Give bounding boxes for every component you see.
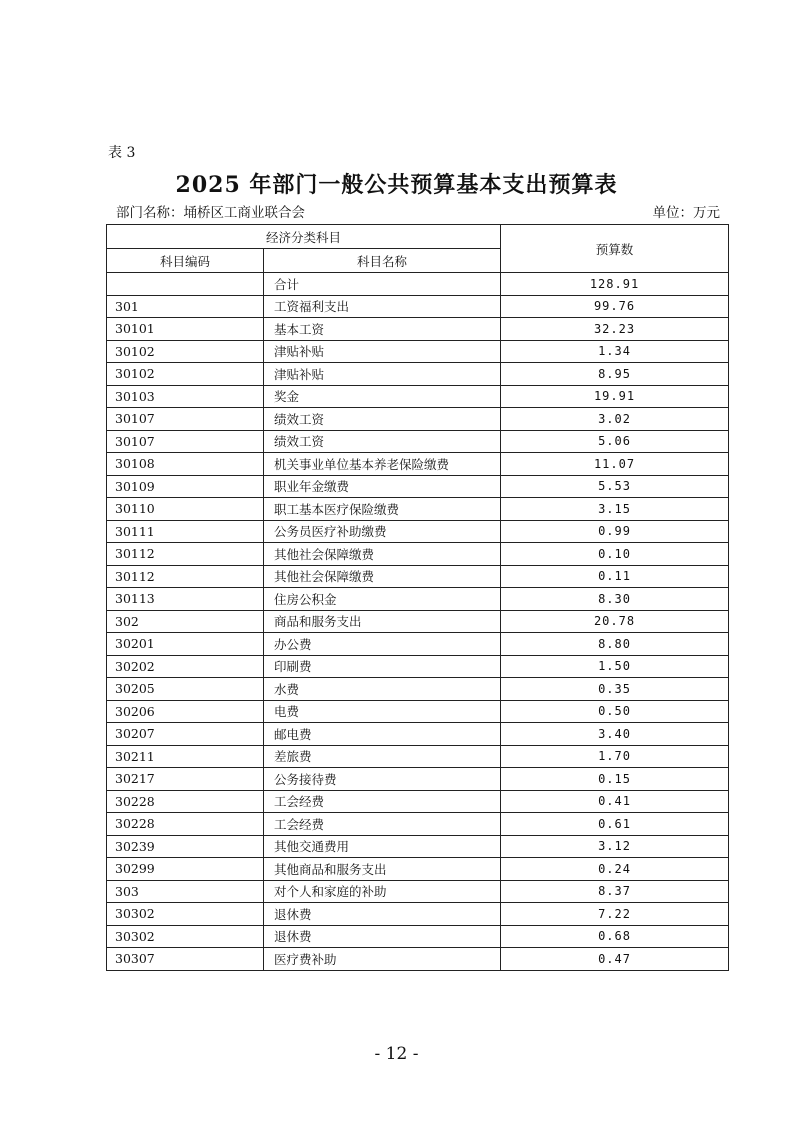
subject-name-cell: 印刷费 [264, 655, 501, 678]
subject-code-cell: 30109 [107, 475, 264, 498]
subject-code-cell: 30102 [107, 363, 264, 386]
subject-code-cell: 30239 [107, 835, 264, 858]
table-row [107, 543, 729, 566]
budget-amount-cell: 1.34 [501, 340, 729, 363]
table-row [107, 340, 729, 363]
subject-name-cell: 职业年金缴费 [264, 475, 501, 498]
table-row [107, 633, 729, 656]
subject-name-cell: 津贴补贴 [264, 363, 501, 386]
subject-name-cell: 其他交通费用 [264, 835, 501, 858]
subject-code-cell [107, 273, 264, 296]
table-row [107, 318, 729, 341]
subject-code-cell: 303 [107, 880, 264, 903]
table-row [107, 948, 729, 971]
budget-amount-cell: 0.24 [501, 858, 729, 881]
subject-code-cell: 30111 [107, 520, 264, 543]
table-row [107, 430, 729, 453]
budget-amount-cell: 3.40 [501, 723, 729, 746]
table-row [107, 655, 729, 678]
subject-name-cell: 工会经费 [264, 790, 501, 813]
budget-amount-cell: 0.15 [501, 768, 729, 791]
table-row [107, 453, 729, 476]
department-name: 部门名称：埇桥区工商业联合会 [116, 205, 305, 221]
table-row [107, 813, 729, 836]
subject-code-cell: 30112 [107, 565, 264, 588]
subject-name-cell: 绩效工资 [264, 430, 501, 453]
subject-name-cell: 公务接待费 [264, 768, 501, 791]
budget-amount-cell: 99.76 [501, 295, 729, 318]
budget-amount-cell: 7.22 [501, 903, 729, 926]
subject-name-cell: 津贴补贴 [264, 340, 501, 363]
budget-amount-cell: 5.06 [501, 430, 729, 453]
table-row [107, 678, 729, 701]
subject-name-cell: 退休费 [264, 925, 501, 948]
subject-code-cell: 30201 [107, 633, 264, 656]
unit-label: 单位：万元 [652, 205, 720, 221]
subject-name-cell: 奖金 [264, 385, 501, 408]
table-row [107, 790, 729, 813]
subject-code-cell: 30113 [107, 588, 264, 611]
subject-name-cell: 水费 [264, 678, 501, 701]
budget-amount-cell: 0.61 [501, 813, 729, 836]
budget-amount-cell: 0.35 [501, 678, 729, 701]
subject-code-cell: 30211 [107, 745, 264, 768]
budget-amount-cell: 20.78 [501, 610, 729, 633]
header-subject-name: 科目名称 [264, 249, 501, 273]
table-row [107, 408, 729, 431]
budget-amount-cell: 0.68 [501, 925, 729, 948]
subject-name-cell: 机关事业单位基本养老保险缴费 [264, 453, 501, 476]
budget-amount-cell: 8.37 [501, 880, 729, 903]
budget-amount-cell: 0.47 [501, 948, 729, 971]
table-row [107, 498, 729, 521]
subject-name-cell: 合计 [264, 273, 501, 296]
subject-name-cell: 住房公积金 [264, 588, 501, 611]
page-title: 2025 年部门一般公共预算基本支出预算表 [175, 172, 618, 198]
subject-name-cell: 工会经费 [264, 813, 501, 836]
subject-code-cell: 30217 [107, 768, 264, 791]
table-row [107, 273, 729, 296]
subject-name-cell: 职工基本医疗保险缴费 [264, 498, 501, 521]
table-row [107, 880, 729, 903]
table-row [107, 700, 729, 723]
subject-code-cell: 30302 [107, 925, 264, 948]
subject-code-cell: 30302 [107, 903, 264, 926]
subject-name-cell: 差旅费 [264, 745, 501, 768]
subject-code-cell: 302 [107, 610, 264, 633]
budget-amount-cell: 1.70 [501, 745, 729, 768]
subject-code-cell: 30103 [107, 385, 264, 408]
subject-name-cell: 商品和服务支出 [264, 610, 501, 633]
table-row [107, 565, 729, 588]
subject-code-cell: 30299 [107, 858, 264, 881]
table-row [107, 363, 729, 386]
subject-name-cell: 绩效工资 [264, 408, 501, 431]
table-row [107, 768, 729, 791]
table-row [107, 858, 729, 881]
table-row [107, 588, 729, 611]
subject-code-cell: 30206 [107, 700, 264, 723]
budget-amount-cell: 8.30 [501, 588, 729, 611]
subject-name-cell: 退休费 [264, 903, 501, 926]
budget-amount-cell: 8.95 [501, 363, 729, 386]
subject-name-cell: 医疗费补助 [264, 948, 501, 971]
subject-name-cell: 其他社会保障缴费 [264, 543, 501, 566]
budget-amount-cell: 32.23 [501, 318, 729, 341]
subject-name-cell: 对个人和家庭的补助 [264, 880, 501, 903]
budget-amount-cell: 19.91 [501, 385, 729, 408]
subject-name-cell: 其他社会保障缴费 [264, 565, 501, 588]
table-row [107, 520, 729, 543]
budget-amount-cell: 3.15 [501, 498, 729, 521]
subject-name-cell: 公务员医疗补助缴费 [264, 520, 501, 543]
header-economic-classification: 经济分类科目 [107, 225, 501, 249]
table-row [107, 610, 729, 633]
subject-name-cell: 电费 [264, 700, 501, 723]
table-row [107, 835, 729, 858]
page-number: - 12 - [374, 1044, 419, 1064]
header-subject-code: 科目编码 [107, 249, 264, 273]
subject-code-cell: 30107 [107, 430, 264, 453]
subject-code-cell: 30205 [107, 678, 264, 701]
table-label: 表 3 [108, 145, 136, 161]
subject-code-cell: 30108 [107, 453, 264, 476]
subject-code-cell: 30202 [107, 655, 264, 678]
budget-amount-cell: 3.02 [501, 408, 729, 431]
subject-name-cell: 邮电费 [264, 723, 501, 746]
subject-code-cell: 30207 [107, 723, 264, 746]
budget-amount-cell: 3.12 [501, 835, 729, 858]
table-row [107, 925, 729, 948]
header-budget-amount: 预算数 [501, 225, 729, 273]
budget-amount-cell: 0.99 [501, 520, 729, 543]
budget-amount-cell: 0.50 [501, 700, 729, 723]
budget-amount-cell: 1.50 [501, 655, 729, 678]
budget-table [106, 224, 729, 971]
subject-name-cell: 其他商品和服务支出 [264, 858, 501, 881]
subject-code-cell: 30228 [107, 813, 264, 836]
budget-amount-cell: 0.11 [501, 565, 729, 588]
subject-code-cell: 30228 [107, 790, 264, 813]
subject-name-cell: 工资福利支出 [264, 295, 501, 318]
table-row [107, 903, 729, 926]
subject-code-cell: 301 [107, 295, 264, 318]
subject-code-cell: 30112 [107, 543, 264, 566]
subject-code-cell: 30107 [107, 408, 264, 431]
table-row [107, 475, 729, 498]
budget-amount-cell: 5.53 [501, 475, 729, 498]
budget-amount-cell: 8.80 [501, 633, 729, 656]
subject-code-cell: 30101 [107, 318, 264, 341]
budget-amount-cell: 128.91 [501, 273, 729, 296]
table-row [107, 723, 729, 746]
table-row [107, 745, 729, 768]
subject-code-cell: 30102 [107, 340, 264, 363]
table-row [107, 385, 729, 408]
budget-amount-cell: 0.41 [501, 790, 729, 813]
subject-code-cell: 30110 [107, 498, 264, 521]
subject-code-cell: 30307 [107, 948, 264, 971]
budget-amount-cell: 0.10 [501, 543, 729, 566]
table-row [107, 295, 729, 318]
budget-amount-cell: 11.07 [501, 453, 729, 476]
subject-name-cell: 基本工资 [264, 318, 501, 341]
subject-name-cell: 办公费 [264, 633, 501, 656]
